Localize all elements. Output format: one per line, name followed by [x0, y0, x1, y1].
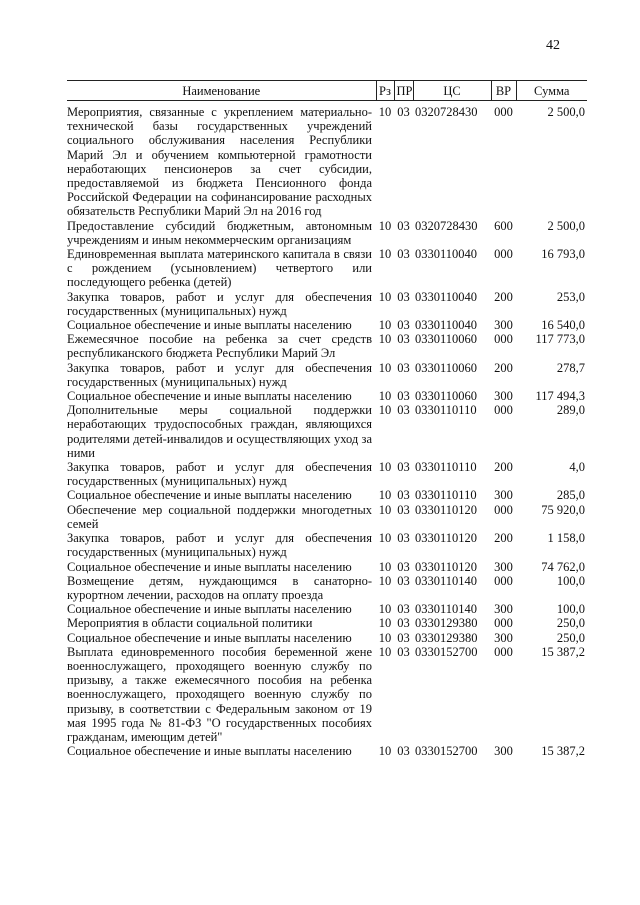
cell-rz: 10 [378, 502, 392, 517]
cell-sum: 16 793,0 [541, 247, 585, 262]
cell-sum: 16 540,0 [541, 318, 585, 333]
cell-rz: 10 [378, 573, 392, 588]
cell-cs: 0330110120 [415, 559, 478, 574]
cell-pr: 03 [397, 559, 410, 574]
cell-pr: 03 [397, 105, 410, 119]
cell-vr: 300 [494, 318, 513, 333]
cell-name: Выплата единовременного пособия беременной жене военнослужащего, проходящего военную службу по призыву, а также ежемесячного пособия на ребенка военнослужащего, проходящего военную службу по призыву, в соответствии с Федеральным законом от 19 мая 1995 года № 81-ФЗ "О государственных пособиях гражданам, имеющим детей" [67, 644, 372, 744]
cell-vr: 000 [494, 247, 513, 262]
cell-vr: 300 [494, 602, 513, 617]
cell-vr: 600 [494, 218, 513, 233]
cell-pr: 03 [397, 531, 410, 546]
cell-vr: 000 [494, 616, 513, 631]
header-pr: ПР [394, 81, 413, 101]
cell-rz: 10 [378, 247, 392, 262]
cell-rz: 10 [378, 403, 392, 418]
cell-rz: 10 [378, 360, 392, 375]
page-number: 42 [546, 38, 560, 53]
table-row [67, 332, 587, 360]
table-row [67, 503, 587, 531]
cell-name: Социальное обеспечение и иные выплаты населению [67, 559, 352, 574]
cell-pr: 03 [397, 488, 410, 503]
cell-cs: 0320728430 [415, 218, 478, 233]
cell-name: Предоставление субсидий бюджетным, автономным учреждениям и иным некоммерческим организациям [67, 218, 372, 247]
cell-name: Социальное обеспечение и иные выплаты населению [67, 630, 352, 645]
table-row [67, 101, 587, 219]
cell-vr: 000 [494, 332, 513, 347]
table-row [67, 531, 587, 559]
cell-pr: 03 [397, 247, 410, 262]
cell-name: Мероприятия в области социальной политики [67, 616, 313, 631]
cell-name: Мероприятия, связанные с укреплением материально-технической базы государственных учреждений социального обслуживания населения Республики Марий Эл и обучением компьютерной грамотности неработающих пенсионеров за счет субсидии, предоставляемой из бюджета Пенсионного фонда Российской Федерации на софинансирование расходных обязательств Республики Марий Эл на 2016 год [67, 105, 372, 219]
cell-sum: 100,0 [556, 573, 585, 588]
cell-pr: 03 [397, 573, 410, 588]
cell-cs: 0330110140 [415, 573, 478, 588]
cell-cs: 0330110140 [415, 602, 478, 617]
cell-rz: 10 [378, 602, 392, 617]
cell-pr: 03 [397, 389, 410, 404]
cell-sum: 75 920,0 [541, 502, 585, 517]
cell-name: Закупка товаров, работ и услуг для обеспечения государственных (муниципальных) нужд [67, 460, 372, 489]
header-sum: Сумма [516, 81, 587, 101]
table-row [67, 247, 587, 290]
cell-name: Обеспечение мер социальной поддержки многодетных семей [67, 502, 372, 531]
cell-pr: 03 [397, 630, 410, 645]
table-row [67, 318, 587, 332]
table-row [67, 389, 587, 403]
cell-sum: 74 762,0 [541, 559, 585, 574]
cell-pr: 03 [397, 332, 410, 347]
table-row [67, 488, 587, 502]
cell-pr: 03 [397, 502, 410, 517]
table-row [67, 560, 587, 574]
cell-vr: 000 [494, 403, 513, 418]
table-row [67, 645, 587, 744]
cell-vr: 200 [494, 289, 513, 304]
cell-cs: 0330110110 [415, 460, 477, 475]
cell-name: Социальное обеспечение и иные выплаты населению [67, 389, 352, 404]
cell-sum: 278,7 [556, 360, 585, 375]
header-vr: ВР [491, 81, 516, 101]
cell-vr: 000 [494, 573, 513, 588]
cell-vr: 200 [494, 531, 513, 546]
cell-pr: 03 [397, 218, 410, 233]
cell-pr: 03 [397, 289, 410, 304]
cell-pr: 03 [397, 360, 410, 375]
cell-vr: 000 [494, 644, 513, 659]
cell-cs: 0330110120 [415, 502, 478, 517]
cell-cs: 0330152700 [415, 744, 478, 759]
cell-sum: 100,0 [556, 602, 585, 617]
cell-sum: 285,0 [556, 488, 585, 503]
cell-name: Ежемесячное пособие на ребенка за счет средств республиканского бюджета Республики Марий Эл [67, 332, 372, 361]
cell-cs: 0330110060 [415, 332, 478, 347]
table-body [67, 101, 587, 759]
cell-cs: 0330110060 [415, 389, 478, 404]
cell-cs: 0330129380 [415, 630, 478, 645]
table-row [67, 403, 587, 460]
cell-sum: 1 158,0 [547, 531, 585, 546]
cell-name: Закупка товаров, работ и услуг для обеспечения государственных (муниципальных) нужд [67, 531, 372, 560]
table-row [67, 219, 587, 247]
cell-cs: 0330152700 [415, 644, 478, 659]
cell-vr: 000 [494, 502, 513, 517]
cell-cs: 0330110110 [415, 488, 477, 503]
cell-pr: 03 [397, 744, 410, 759]
cell-rz: 10 [378, 531, 392, 546]
table-row [67, 574, 587, 602]
cell-name: Единовременная выплата материнского капитала в связи с рождением (усыновлением) четвертого или последующего ребенка (детей) [67, 247, 372, 290]
table-row [67, 290, 587, 318]
cell-sum: 4,0 [569, 460, 585, 475]
cell-sum: 250,0 [556, 616, 585, 631]
table-row [67, 616, 587, 630]
cell-rz: 10 [378, 105, 392, 119]
table-row [67, 460, 587, 488]
header-cs: ЦС [413, 81, 491, 101]
cell-rz: 10 [378, 616, 392, 631]
cell-vr: 200 [494, 460, 513, 475]
cell-sum: 15 387,2 [541, 744, 585, 759]
budget-table [67, 80, 587, 758]
cell-name: Социальное обеспечение и иные выплаты населению [67, 488, 352, 503]
cell-name: Закупка товаров, работ и услуг для обеспечения государственных (муниципальных) нужд [67, 360, 372, 389]
cell-pr: 03 [397, 318, 410, 333]
cell-rz: 10 [378, 744, 392, 759]
cell-vr: 300 [494, 744, 513, 759]
cell-sum: 2 500,0 [547, 105, 585, 119]
table-row [67, 361, 587, 389]
cell-vr: 300 [494, 559, 513, 574]
cell-sum: 253,0 [556, 289, 585, 304]
cell-name: Возмещение детям, нуждающимся в санаторно-курортном лечении, расходов на оплату проезда [67, 573, 372, 602]
cell-pr: 03 [397, 460, 410, 475]
cell-rz: 10 [378, 644, 392, 659]
cell-sum: 250,0 [556, 630, 585, 645]
cell-sum: 117 773,0 [535, 332, 585, 347]
cell-cs: 0320728430 [415, 105, 478, 119]
cell-sum: 289,0 [556, 403, 585, 418]
cell-cs: 0330129380 [415, 616, 478, 631]
cell-rz: 10 [378, 488, 392, 503]
cell-cs: 0330110040 [415, 289, 478, 304]
cell-vr: 200 [494, 360, 513, 375]
cell-rz: 10 [378, 559, 392, 574]
cell-cs: 0330110040 [415, 247, 478, 262]
cell-vr: 300 [494, 630, 513, 645]
cell-rz: 10 [378, 289, 392, 304]
cell-vr: 300 [494, 488, 513, 503]
cell-name: Закупка товаров, работ и услуг для обеспечения государственных (муниципальных) нужд [67, 289, 372, 318]
header-name: Наименование [67, 81, 376, 101]
cell-rz: 10 [378, 218, 392, 233]
cell-cs: 0330110120 [415, 531, 478, 546]
cell-name: Социальное обеспечение и иные выплаты населению [67, 744, 352, 759]
cell-sum: 117 494,3 [535, 389, 585, 404]
table-row [67, 602, 587, 616]
cell-sum: 2 500,0 [547, 218, 585, 233]
cell-sum: 15 387,2 [541, 644, 585, 659]
table-row [67, 744, 587, 758]
cell-rz: 10 [378, 630, 392, 645]
cell-name: Дополнительные меры социальной поддержки неработающих трудоспособных граждан, являющихся родителями детей-инвалидов и осуществляющих уход за ними [67, 403, 372, 460]
cell-vr: 300 [494, 389, 513, 404]
table-header [67, 81, 587, 101]
cell-name: Социальное обеспечение и иные выплаты населению [67, 318, 352, 333]
cell-pr: 03 [397, 616, 410, 631]
cell-rz: 10 [378, 389, 392, 404]
cell-rz: 10 [378, 332, 392, 347]
cell-name: Социальное обеспечение и иные выплаты населению [67, 602, 352, 617]
cell-pr: 03 [397, 644, 410, 659]
cell-cs: 0330110040 [415, 318, 478, 333]
cell-cs: 0330110110 [415, 403, 477, 418]
cell-rz: 10 [378, 460, 392, 475]
cell-cs: 0330110060 [415, 360, 478, 375]
table-row [67, 631, 587, 645]
cell-vr: 000 [494, 105, 513, 119]
header-rz: Рз [376, 81, 394, 101]
cell-pr: 03 [397, 403, 410, 418]
cell-pr: 03 [397, 602, 410, 617]
cell-rz: 10 [378, 318, 392, 333]
